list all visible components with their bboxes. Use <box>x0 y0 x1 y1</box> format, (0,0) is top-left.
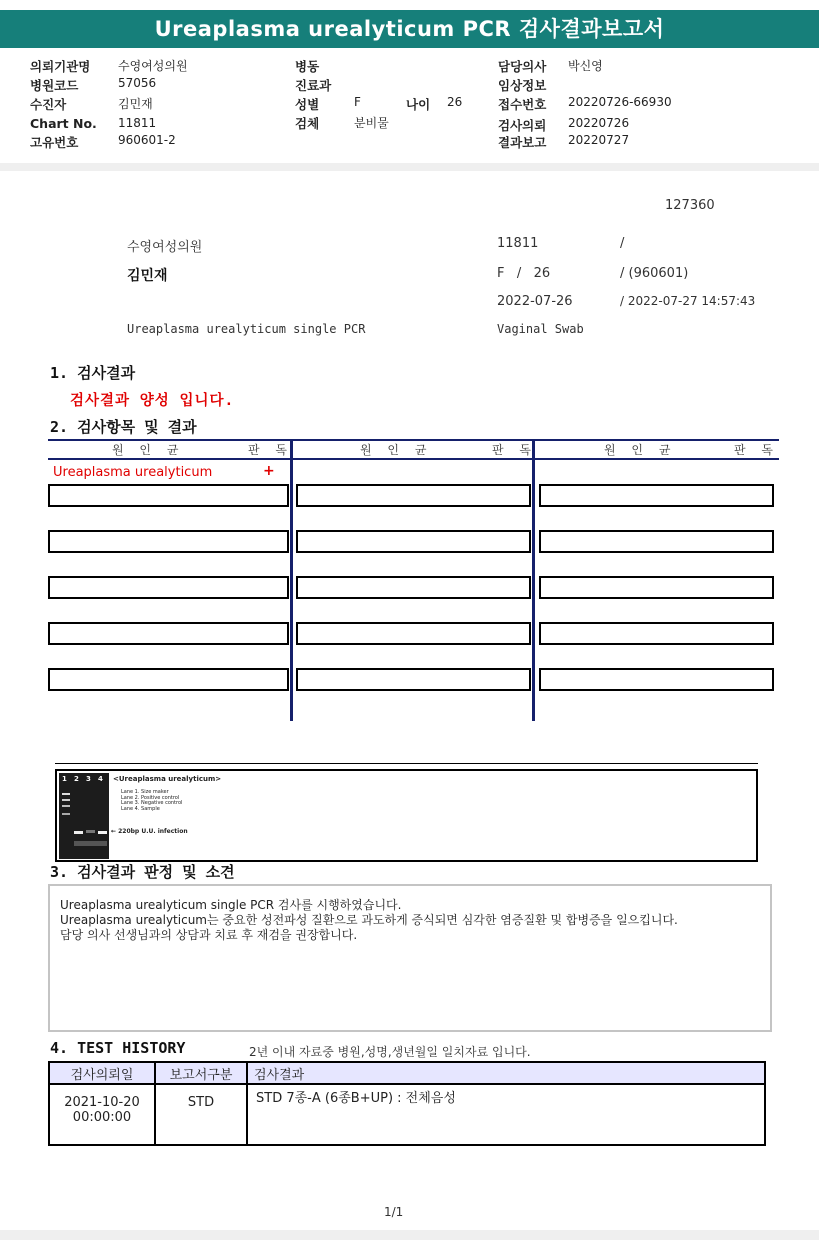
hdr-label-sex: 성별 <box>295 97 320 112</box>
sample-band <box>98 831 107 834</box>
hdr-label-unique-id: 고유번호 <box>30 135 79 150</box>
header-divider <box>0 163 819 171</box>
history-col-result: 검사결과 <box>247 1062 765 1084</box>
hdr-label-clinic: 의뢰기관명 <box>30 59 91 74</box>
ladder-band <box>62 799 70 801</box>
hdr-label-specimen: 검체 <box>295 116 320 131</box>
ladder-band <box>62 793 70 795</box>
result-box <box>296 668 531 691</box>
result-box <box>48 576 289 599</box>
result-box <box>539 576 774 599</box>
patient-id-number: 127360 <box>665 198 715 213</box>
comment-line: 담당 의사 선생님과의 상담과 치료 후 재검을 권장합니다. <box>60 928 358 942</box>
hdr-label-ward: 병동 <box>295 59 320 74</box>
section1-title: 1. 검사결과 <box>50 364 136 382</box>
gel-lane-3: 3 <box>86 775 91 783</box>
negative-control-band <box>86 830 95 833</box>
hdr-label-hospital-code: 병원코드 <box>30 78 79 93</box>
gel-title: <Ureaplasma urealyticum> <box>113 775 222 783</box>
history-col-type: 보고서구분 <box>155 1062 247 1084</box>
patient-sex-age: F / 26 <box>497 266 551 281</box>
history-date-cell <box>49 1084 155 1145</box>
comment-line: Ureaplasma urealyticum single PCR 검사를 시행하였습니다. <box>60 898 402 912</box>
patient-name: 김민재 <box>127 268 168 284</box>
footer-bar <box>0 1230 819 1240</box>
gel-legend-line: Lane 2. Positive control <box>121 794 180 801</box>
result-box <box>296 484 531 507</box>
positive-control-band <box>74 831 83 834</box>
title-bar-wrap <box>0 0 819 48</box>
col1-header-organism: 원 인 균 <box>112 443 185 457</box>
gel-legend-line: Lane 4. Sample <box>121 805 160 812</box>
gel-band-label: ← 220bp U.U. infection <box>111 828 188 835</box>
hdr-label-receipt: 접수번호 <box>498 97 547 112</box>
patient-test: Ureaplasma urealyticum single PCR <box>127 322 366 336</box>
grid-divider-1 <box>290 439 293 721</box>
positive-result: 검사결과 양성 입니다. <box>70 393 235 409</box>
hdr-value-age: 26 <box>447 95 463 109</box>
hdr-label-request: 검사의뢰 <box>498 118 547 133</box>
patient-datetime: / 2022-07-27 14:57:43 <box>620 294 756 308</box>
hdr-label-clinical-info: 임상정보 <box>498 78 547 93</box>
history-date: 2021-10-20 <box>64 1095 140 1110</box>
hdr-label-patient: 수진자 <box>30 97 67 112</box>
gel-legend <box>121 790 182 812</box>
col2-header-organism: 원 인 균 <box>360 443 433 457</box>
history-header-row <box>49 1062 765 1084</box>
result-box <box>539 530 774 553</box>
result-box <box>48 484 289 507</box>
patient-chart: 11811 <box>497 236 539 251</box>
col1-header-reading: 판 독 <box>248 443 293 457</box>
grid-header-line <box>48 458 779 460</box>
result-box <box>48 530 289 553</box>
hdr-value-unique-id: 960601-2 <box>118 133 176 147</box>
result-box <box>539 668 774 691</box>
section4-title: 4. TEST HISTORY <box>50 1039 186 1057</box>
ladder-band <box>62 813 70 815</box>
hdr-label-age: 나이 <box>406 97 431 112</box>
history-col-date: 검사의뢰일 <box>49 1062 155 1084</box>
hdr-label-report: 결과보고 <box>498 135 547 150</box>
patient-clinic: 수영여성의원 <box>127 240 203 255</box>
col2-header-reading: 판 독 <box>492 443 537 457</box>
result-box <box>296 622 531 645</box>
hdr-value-request: 20220726 <box>568 116 630 130</box>
hdr-value-chart: 11811 <box>118 116 157 130</box>
comment-box <box>48 884 772 1032</box>
hdr-label-doctor: 담당의사 <box>498 59 547 74</box>
patient-slash: / <box>620 236 625 251</box>
gel-photo <box>59 773 109 859</box>
table-row <box>49 1084 765 1145</box>
gel-legend-line: Lane 1. Size maker <box>121 789 169 795</box>
section3-title: 3. 검사결과 판정 및 소견 <box>50 863 235 881</box>
history-time: 00:00:00 <box>72 1110 132 1125</box>
history-result: STD 7종-A (6종B+UP) : 전체음성 <box>247 1084 765 1145</box>
history-table <box>48 1061 766 1146</box>
hdr-value-specimen: 분비물 <box>354 116 389 130</box>
hdr-label-dept: 진료과 <box>295 78 332 93</box>
result-box <box>539 484 774 507</box>
hdr-value-sex: F <box>354 95 361 109</box>
history-type: STD <box>155 1084 247 1145</box>
hdr-value-clinic: 수영여성의원 <box>118 59 188 73</box>
page-number: 1/1 <box>384 1205 404 1219</box>
hdr-value-receipt: 20220726-66930 <box>568 95 672 109</box>
col3-header-reading: 판 독 <box>734 443 779 457</box>
report-title: Ureaplasma urealyticum PCR 검사결과보고서 <box>0 10 819 48</box>
patient-birth: / (960601) <box>620 266 689 281</box>
hdr-value-patient: 김민재 <box>118 97 153 111</box>
section2-title: 2. 검사항목 및 결과 <box>50 418 197 436</box>
hdr-value-doctor: 박신영 <box>568 59 603 73</box>
gel-lane-2: 2 <box>74 775 79 783</box>
gel-image-panel <box>55 769 758 862</box>
hdr-value-report: 20220727 <box>568 133 630 147</box>
comment-line: Ureaplasma urealyticum는 중요한 성전파성 질환으로 과도하게 증식되면 심각한 염증질환 및 합병증을 일으킵니다. <box>60 913 678 927</box>
ladder-band <box>62 805 70 807</box>
result-box <box>296 530 531 553</box>
primer-dimer <box>74 841 107 846</box>
result-box <box>539 622 774 645</box>
hdr-value-hospital-code: 57056 <box>118 76 157 90</box>
history-note: 2년 이내 자료중 병원,성명,생년월일 일치자료 입니다. <box>249 1045 531 1059</box>
gel-top-rule <box>55 763 758 764</box>
patient-specimen: Vaginal Swab <box>497 322 584 336</box>
col3-header-organism: 원 인 균 <box>604 443 677 457</box>
hdr-label-chart: Chart No. <box>30 116 97 131</box>
organism-result: + <box>263 463 275 479</box>
organism-name: Ureaplasma urealyticum <box>53 465 213 480</box>
result-box <box>48 622 289 645</box>
gel-lane-1: 1 <box>62 775 67 783</box>
patient-date: 2022-07-26 <box>497 294 573 309</box>
result-box <box>48 668 289 691</box>
result-box <box>296 576 531 599</box>
grid-divider-2 <box>532 439 535 721</box>
gel-lane-4: 4 <box>98 775 103 783</box>
gel-legend-line: Lane 3. Negative control <box>121 800 183 806</box>
